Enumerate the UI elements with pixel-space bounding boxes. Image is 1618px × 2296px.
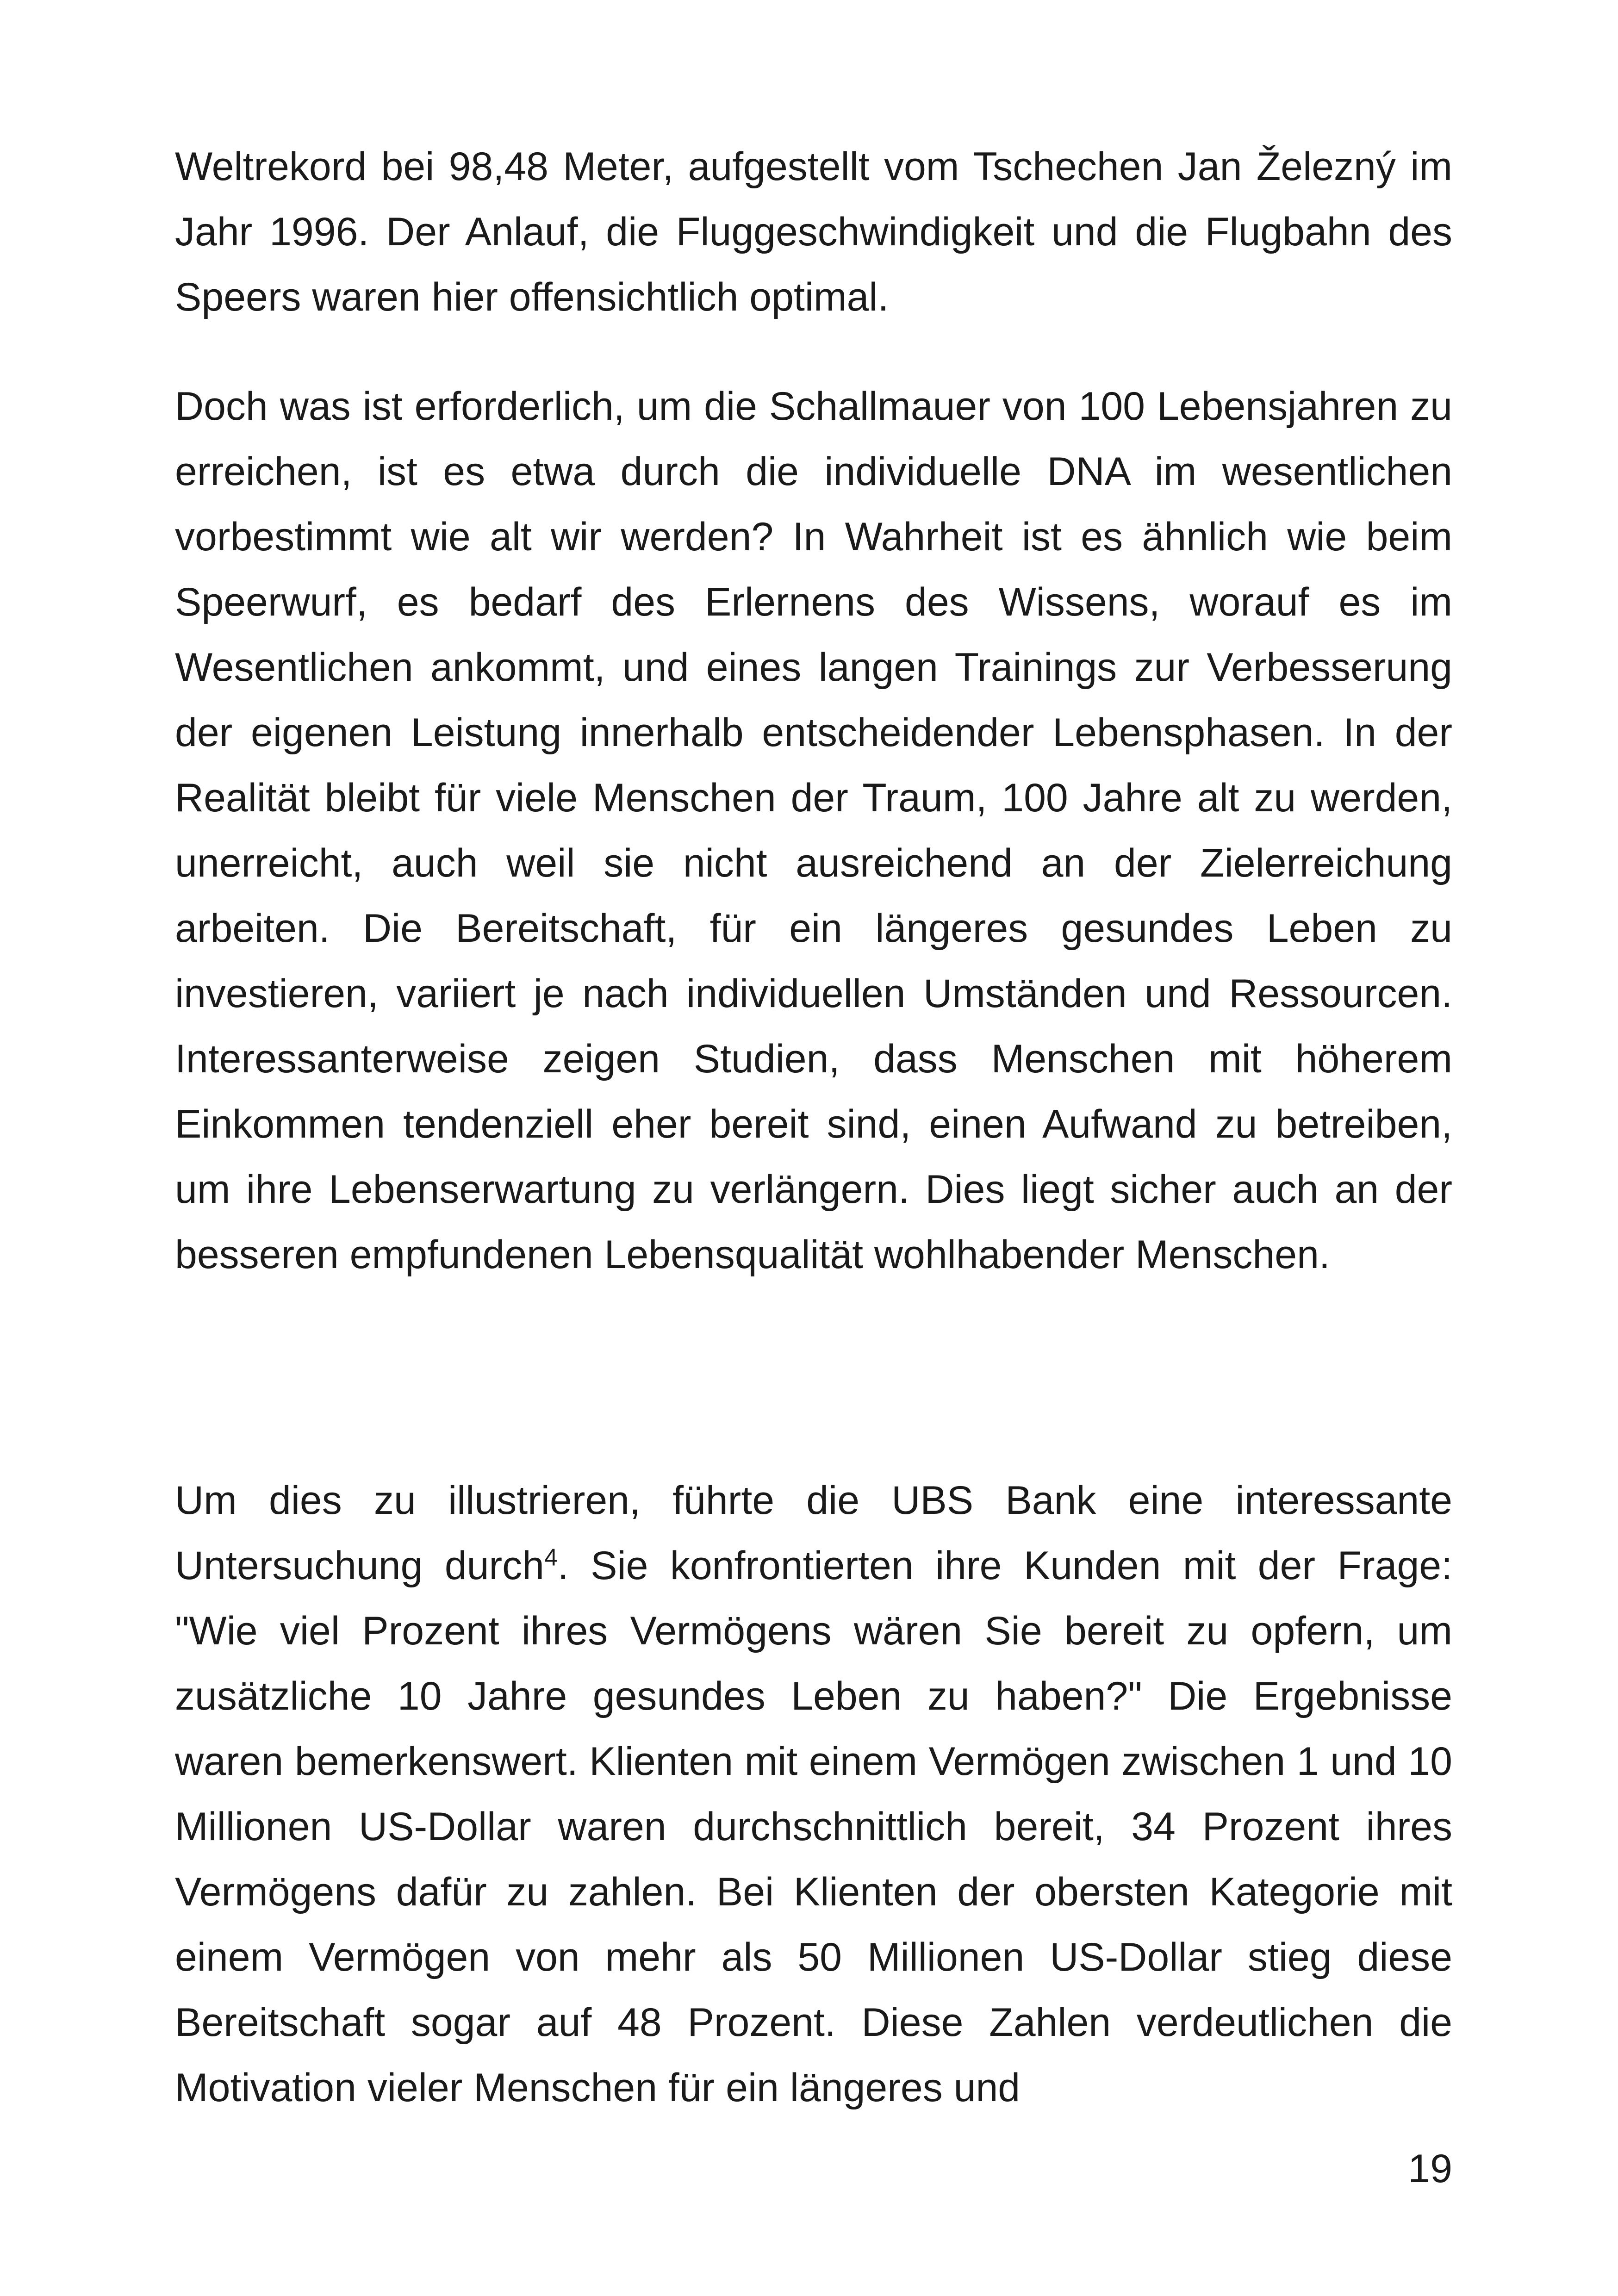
footnote-marker: 4 [544,1544,558,1571]
paragraph-3-text-end: . Sie konfrontierten ihre Kunden mit der Frage: "Wie viel Prozent ihres Vermögens wären Sie bereit zu opfern, um zusätzliche 10 Jahre gesundes Leben zu haben?" Die Ergebnisse waren bemerkenswert. Klienten mit einem Vermögen zwischen 1 und 10 Millionen US-Dollar waren durchschnittlich bereit, 34 Prozent ihres Vermögens dafür zu zahlen. Bei Klienten der obersten Kategorie mit einem Vermögen von mehr als 50 Millionen US-Dollar stieg diese Bereitschaft sogar auf 48 Prozent. Diese Zahlen verdeutlichen die Motivation vieler Menschen für ein längeres und [175,1543,1452,2110]
paragraph-3-text-start: Um dies zu illustrieren, führte die UBS Bank eine interessante Untersuchung durch [175,1478,1452,1588]
page-number: 19 [1408,2147,1452,2191]
body-paragraph-1: Weltrekord bei 98,48 Meter, aufgestellt vom Tschechen Jan Železný im Jahr 1996. Der Anlauf, die Fluggeschwindigkeit und die Flugbahn des Speers waren hier offensichtlich optimal. [175,144,1452,319]
body-paragraph-2: Doch was ist erforderlich, um die Schallmauer von 100 Lebensjahren zu erreichen, ist es etwa durch die individuelle DNA im wesentlichen vorbestimmt wie alt wir werden? In Wahrheit ist es ähnlich wie beim Speerwurf, es bedarf des Erlernens des Wissens, worauf es im Wesentlichen ankommt, und eines langen Trainings zur Verbesserung der eigenen Leistung innerhalb entscheidender Lebensphasen. In der Realität bleibt für viele Menschen der Traum, 100 Jahre alt zu werden, unerreicht, auch weil sie nicht ausreichend an der Zielerreichung arbeiten. Die Bereitschaft, für ein längeres gesundes Leben zu investieren, variiert je nach individuellen Umständen und Ressourcen. Interessanterweise zeigen Studien, dass Menschen mit höherem Einkommen tendenziell eher bereit sind, einen Aufwand zu betreiben, um ihre Lebenserwartung zu verlängern. Dies liegt sicher auch an der besseren empfundenen Lebensqualität wohlhabender Menschen. [175,384,1452,1277]
body-paragraph-3 [175,1468,1452,2121]
